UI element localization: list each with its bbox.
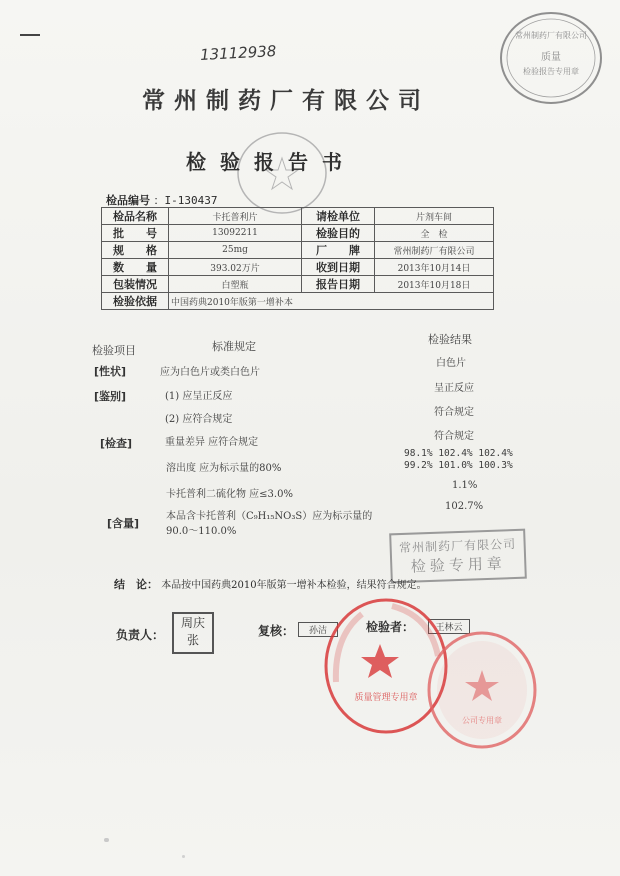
margin-mark	[20, 34, 40, 36]
standard-weight-variation: 重量差异 应符合规定	[165, 437, 259, 448]
quantity-value: 393.02万片	[169, 259, 302, 276]
table-row	[102, 208, 494, 225]
result-dissolution-2: 99.2% 101.0% 100.3%	[404, 460, 513, 471]
svg-text:公司专用章: 公司专用章	[462, 716, 502, 725]
table-row	[102, 293, 494, 310]
conclusion-label: 结 论：	[114, 578, 158, 591]
inspector-label: 检验者：	[366, 620, 415, 634]
result-weight-variation: 符合规定	[434, 431, 474, 442]
report-number-label: 检品编号	[106, 194, 150, 207]
standard-dissolution: 溶出度 应为标示量的80%	[166, 463, 282, 474]
standard-character: 应为白色片或类白色片	[160, 367, 260, 378]
table-row	[102, 259, 494, 276]
reviewer-label: 复核：	[258, 624, 295, 638]
table-row	[102, 276, 494, 293]
conclusion-row	[114, 576, 427, 592]
svg-text:质量: 质量	[541, 52, 561, 63]
quantity-label: 数 量	[102, 259, 169, 276]
packaging-label: 包装情况	[102, 276, 169, 293]
svg-text:常州制药厂有限公司: 常州制药厂有限公司	[515, 31, 587, 40]
product-name-value: 卡托普利片	[169, 208, 302, 225]
column-header-standard: 标准规定	[212, 340, 256, 353]
table-row	[102, 242, 494, 259]
result-identification-1: 呈正反应	[434, 383, 474, 394]
qc-stamp-line2: 检验专用章	[410, 554, 507, 576]
reviewer-name: 孙洁	[298, 622, 338, 637]
manufacturer-label: 厂 牌	[302, 242, 375, 259]
spec-value: 25mg	[169, 242, 302, 259]
quality-report-stamp	[496, 8, 606, 108]
responsible-name: 周庆张	[180, 616, 205, 647]
standard-identification-1: (1) 应呈正反应	[165, 391, 233, 402]
sample-info-table	[101, 207, 494, 310]
result-assay: 102.7%	[445, 501, 484, 512]
applicant-value: 片剂车间	[375, 208, 494, 225]
result-identification-2: 符合规定	[434, 407, 474, 418]
responsible-label: 负责人：	[116, 628, 165, 642]
category-assay: [含量]	[107, 517, 140, 530]
scan-speck	[182, 855, 185, 858]
category-inspection: [检查]	[100, 437, 133, 450]
applicant-label: 请检单位	[302, 208, 375, 225]
batch-value: 13092211	[169, 225, 302, 242]
spec-label: 规 格	[102, 242, 169, 259]
result-disulfide: 1.1%	[452, 480, 478, 491]
purpose-label: 检验目的	[302, 225, 375, 242]
purpose-value: 全 检	[375, 225, 494, 242]
result-character: 白色片	[436, 358, 466, 369]
standard-assay-2: 90.0～110.0%	[166, 526, 237, 537]
received-date-value: 2013年10月14日	[375, 259, 494, 276]
conclusion-text: 本品按中国药典2010年版第一增补本检验，结果符合规定。	[161, 580, 427, 591]
document-title: 检验报告书	[186, 150, 356, 174]
handwritten-number: 13112938	[199, 42, 277, 64]
standard-disulfide: 卡托普利二硫化物 应≤3.0%	[166, 489, 293, 500]
scan-speck	[104, 838, 109, 842]
received-date-label: 收到日期	[302, 259, 375, 276]
report-number-value: ：I-130437	[153, 194, 218, 207]
svg-text:质量管理专用章: 质量管理专用章	[354, 693, 418, 703]
svg-text:检验报告专用章: 检验报告专用章	[523, 67, 579, 76]
category-character: [性状]	[94, 365, 127, 378]
qc-stamp-line1: 常州制药厂有限公司	[398, 536, 517, 556]
company-name: 常州制药厂有限公司	[142, 87, 430, 114]
inspector-name: 王林云	[428, 619, 470, 634]
basis-label: 检验依据	[102, 293, 169, 310]
batch-label: 批 号	[102, 225, 169, 242]
result-dissolution-1: 98.1% 102.4% 102.4%	[404, 448, 513, 459]
product-name-label: 检品名称	[102, 208, 169, 225]
report-number-row	[106, 192, 217, 208]
category-identification: [鉴别]	[94, 390, 127, 403]
table-row	[102, 225, 494, 242]
standard-identification-2: (2) 应符合规定	[165, 414, 233, 425]
report-date-value: 2013年10月18日	[375, 276, 494, 293]
manufacturer-value: 常州制药厂有限公司	[375, 242, 494, 259]
responsible-seal	[172, 612, 214, 654]
column-header-item: 检验项目	[92, 344, 136, 357]
basis-value: 中国药典2010年版第一增补本	[169, 293, 494, 310]
standard-assay-1: 本品含卡托普利（C₉H₁₅NO₃S）应为标示量的	[166, 511, 373, 522]
packaging-value: 白塑瓶	[169, 276, 302, 293]
red-round-stamp-right	[424, 628, 540, 752]
column-header-result: 检验结果	[428, 333, 472, 346]
report-date-label: 报告日期	[302, 276, 375, 293]
